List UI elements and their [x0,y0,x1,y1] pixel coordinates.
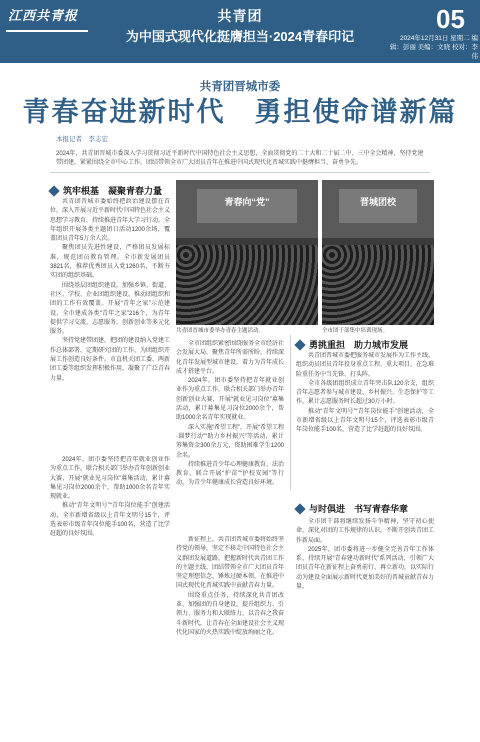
byline: 本报记者 李志宏 [56,136,108,143]
header-rule [0,62,480,63]
section3-body [296,518,434,731]
event-photo-right [322,180,434,325]
photo-left-caption: 共青团晋城市委举办青春主题活动。 [176,328,265,334]
paragraph: 围绕基层团组织建设，加强乡镇、街道、社区、学校、企业团组织建设，推动团组织和团的工作有效覆盖。开展“青年之家”示范建设，全市建成各类“青年之家”216个，为青年提供学习交流、志愿服务、创新创业等多元化服务。 [50,282,170,336]
paragraph: 共青团晋城市委始终把政治建设摆在首位，深入开展习近平新时代中国特色社会主义思想学习教育，持续推进青年大学习行动。全年组织开展各类主题团日活动1200余场，覆盖团员青年5万余人次。 [50,199,170,243]
lower-left-body [50,456,170,731]
event-photo-left [176,180,318,325]
section1-body [50,198,170,448]
newspaper-logo [6,4,88,32]
paragraph: 坚持党建带团建，把团的建设纳入党建工作总体部署，定期研究团的工作，为团组织开展工作创造良好条件。市直机关团工委、两新团工委等组织发挥积极作用，凝聚了广泛青春力量。 [50,338,170,382]
lower-mid-body [176,536,284,731]
paragraph: 持续推进青少年心理健康教育、法治教育，联合开展“护苗”“护校安园”等行动，为青少年健康成长营造良好环境。 [176,461,284,487]
paragraph: 全市各级团组织成立青年突击队120余支，组织青年志愿者参与城市建设、乡村振兴、生态保护等工作，累计志愿服务时长超过30万小时。 [296,380,434,406]
diamond-icon [294,339,305,350]
paragraph: 聚焦团员先进性建设，严格团员发展标准，规范团员教育管理。全市新发展团员3821名，推荐优秀团员入党1260名，不断夯实团的组织基础。 [50,245,170,280]
article-subhead: 共青团晋城市委 [199,81,281,93]
paragraph: 新征程上，共青团晋城市委将始终坚持党的领导，坚定不移走中国特色社会主义群团发展道路，把握新时代共青团工作的主题主线，团结带领全市广大团员青年坚定理想信念、锤炼过硬本领，在推进中国式现代化晋城实践中贡献青春力量。 [176,537,284,590]
photo-banner-text: 晋城团校 [359,196,396,207]
section-name: 共青团 [217,8,263,24]
paragraph: 2024年，团市委坚持把青年就业创业作为重点工作，联合相关部门举办青年创新创业大赛，开展“就业见习岗位”募集活动，累计募集见习岗位2000余个，帮助1000余名青年实现就业。 [50,457,170,501]
paragraph: 全市团干部将继续发扬斗争精神，坚守初心使命，深化对团的工作规律的认识，不断开创共青团工作新局面。 [296,519,434,544]
paragraph: 2025年，团市委将进一步健全完善青年工作体系，持续开展“青春建功新时代”系列活动，引领广大团员青年在新征程上奋勇前行、再立新功，以实际行动为建设全面展示新时代更加美好的晋城贡献青春力量。 [296,546,434,591]
section-slogan: 为中国式现代化挺膺担当·2024青春印记 [125,29,355,44]
section3-heading-text: 与时俱进 书写青春华章 [309,504,409,514]
paragraph: 推动“青年文明号”“青年岗位能手”创建活动，全市新增省级以上青年文明号15个，评选表彰市级青年岗位能手100名，营造了比学赶超的良好氛围。 [296,408,434,434]
diamond-icon [294,503,305,514]
paragraph: 共青团晋城市委把服务城市发展作为工作主线，组织动员团员青年投身重点工程、重大项目，在急难险重任务中当先锋、打头阵。 [296,353,434,378]
photo-crowd [322,245,434,325]
photo-right-caption: 全市团干部集中培训现场。 [322,328,389,334]
lead-paragraph: 2024年，共青团晋城市委深入学习贯彻习近平新时代中国特色社会主义思想，全面贯彻党的二十大和二十届二中、三中全会精神，坚持党建带团建，紧紧围绕全市中心工作，团结带领全市广大团员青年在推进中国式现代化晋城实践中挺膺担当、奋勇争先。 [56,151,424,166]
section1-heading-text: 筑牢根基 凝聚青春力量 [63,186,163,196]
title-divider [50,172,430,173]
page-number: 05 [436,4,465,34]
paragraph: 2024年，团市委坚持把青年就业创业作为重点工作，联合相关部门举办青年创新创业大赛，开展“就业见习岗位”募集活动，累计募集见习岗位2000余个，帮助1000余名青年实现就业。 [176,378,284,422]
article-headline: 青春奋进新时代 勇担使命谱新篇 [22,97,458,127]
photo-banner-text: 青春向“党” [224,196,270,207]
section1-heading [50,184,162,197]
column-divider [290,335,291,490]
masthead [0,0,480,62]
logo-text: 江西共青报 [8,9,79,24]
date-line: 2024年12月31日 星期二 编辑：彭丽 美编：文晓 校对：李伟 [389,35,478,60]
section2-heading [296,338,408,351]
paragraph: 全市团组织紧密围绕服务全市经济社会发展大局，聚焦青年所需所盼，持续深化青年发展型城市建设，着力为青年成长成才搭建平台。 [176,341,284,375]
photo-crowd [176,245,318,325]
diamond-icon [48,185,59,196]
paragraph: 深入实施“希望工程”，开展“希望工程·圆梦行动”“助力乡村振兴”等活动，累计筹集资金300余万元，资助困难学生1200余名。 [176,424,284,459]
section2-heading-text: 勇挑重担 助力城市发展 [309,340,409,350]
paragraph: 推动“青年文明号”“青年岗位能手”创建活动，全市新增省级以上青年文明号15个，评选表彰市级青年岗位能手100名，营造了比学赶超的良好氛围。 [50,503,170,538]
section2-body [296,352,434,492]
mid-column-body [176,340,284,530]
section3-heading [296,502,408,515]
paragraph: 围绕重点任务，持续深化共青团改革，加强团的自身建设，提升组织力、引领力、服务力和大联络力，以青春之我奋斗新时代，让青春在全面建设社会主义现代化国家的火热实践中绽放绚丽之花。 [176,592,284,636]
